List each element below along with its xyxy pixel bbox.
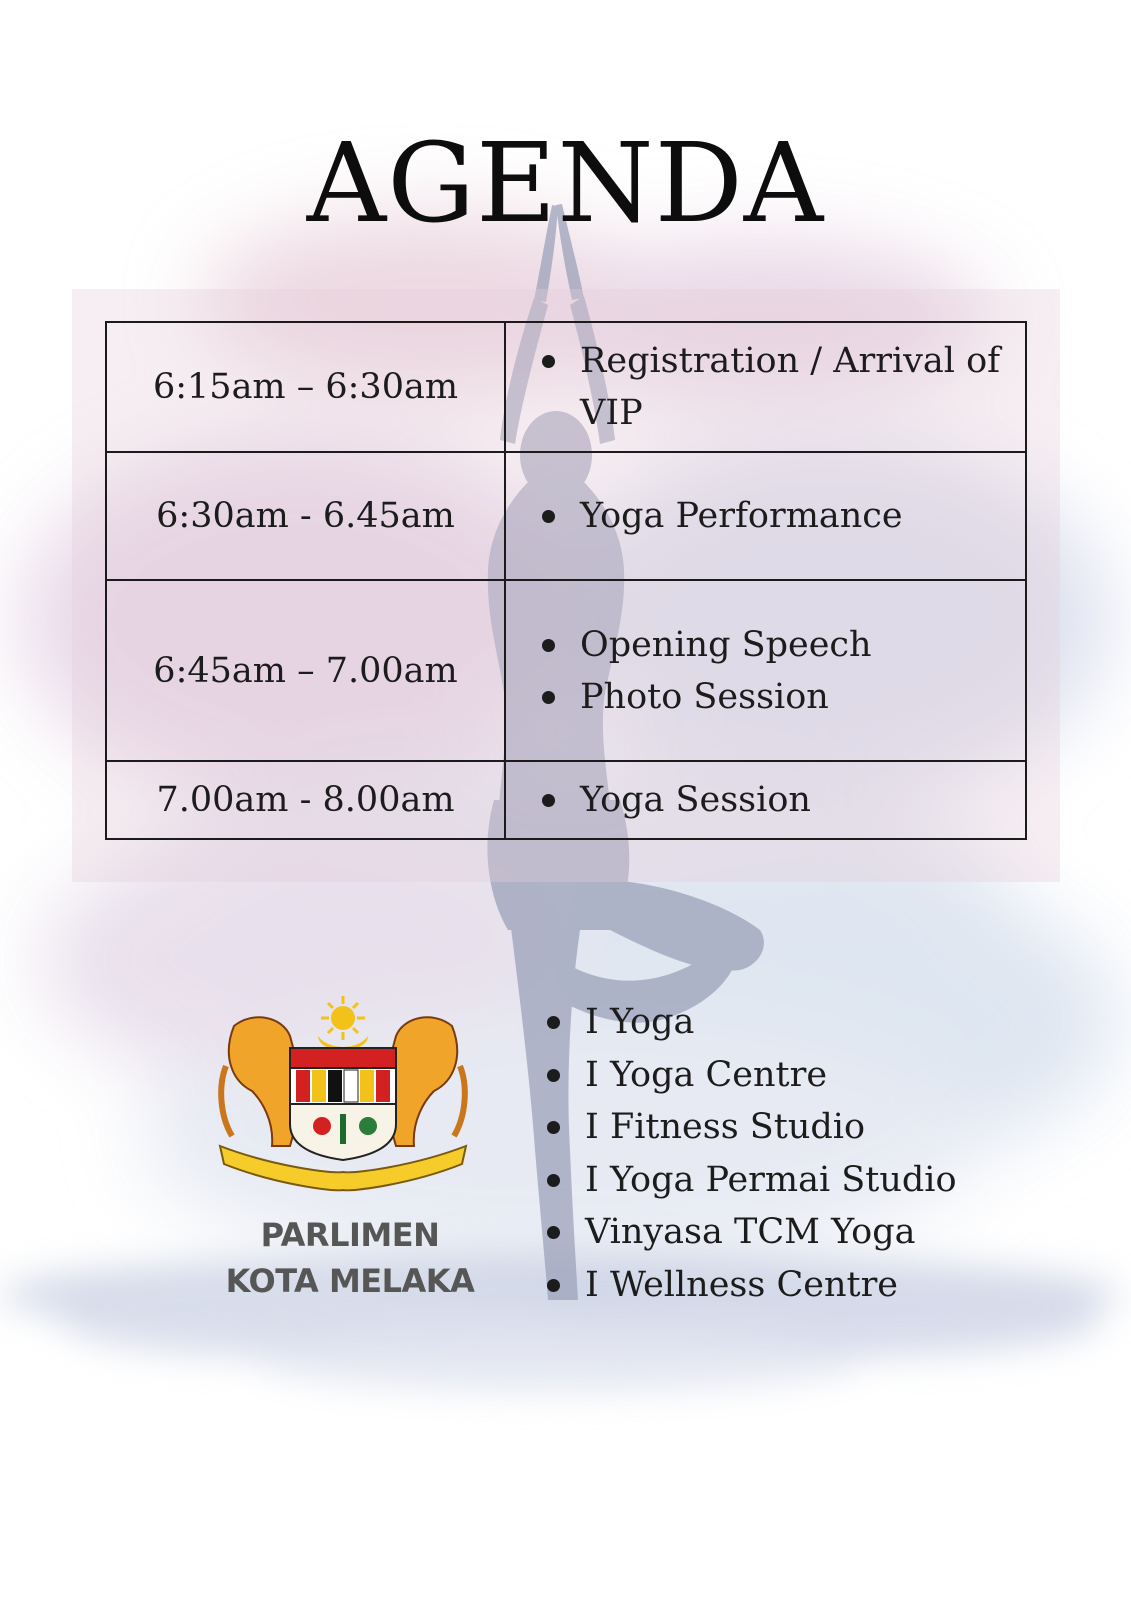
list-item: Photo Session: [540, 671, 1005, 723]
shield-icon: [290, 1048, 396, 1160]
time-slot: 6:45am – 7.00am: [106, 580, 505, 761]
list-item: Registration / Arrival of VIP: [540, 335, 1005, 439]
table-row: [106, 761, 1026, 839]
org-name-line2: KOTA MELAKA: [225, 1262, 475, 1300]
table-row: [106, 580, 1026, 761]
activity-list: [540, 619, 1005, 723]
activity-cell: [505, 761, 1026, 839]
time-slot: 7.00am - 8.00am: [106, 761, 505, 839]
organization-name: [190, 1212, 510, 1304]
org-name-line1: PARLIMEN: [260, 1216, 440, 1254]
list-item: Yoga Performance: [540, 490, 1005, 542]
list-item: I Yoga Permai Studio: [545, 1154, 957, 1207]
agenda-table: [105, 321, 1027, 840]
list-item: I Wellness Centre: [545, 1259, 957, 1312]
list-item: Yoga Session: [540, 774, 1005, 826]
table-row: [106, 452, 1026, 580]
activity-cell: [505, 452, 1026, 580]
list-item: I Yoga: [545, 996, 957, 1049]
time-slot: 6:30am - 6.45am: [106, 452, 505, 580]
list-item: Vinyasa TCM Yoga: [545, 1206, 957, 1259]
list-item: I Fitness Studio: [545, 1101, 957, 1154]
coat-of-arms-icon: [212, 996, 474, 1196]
page-title: AGENDA: [306, 119, 825, 247]
list-item: Opening Speech: [540, 619, 1005, 671]
sun-icon: [321, 996, 365, 1040]
tiger-left: [221, 1017, 299, 1146]
activity-list: [540, 335, 1005, 439]
list-item: I Yoga Centre: [545, 1049, 957, 1102]
partner-list: [545, 996, 957, 1311]
table-row: [106, 322, 1026, 452]
activity-list: [540, 774, 1005, 826]
tiger-right: [387, 1017, 465, 1146]
activity-cell: [505, 580, 1026, 761]
activity-cell: [505, 322, 1026, 452]
activity-list: [540, 490, 1005, 542]
time-slot: 6:15am – 6:30am: [106, 322, 505, 452]
